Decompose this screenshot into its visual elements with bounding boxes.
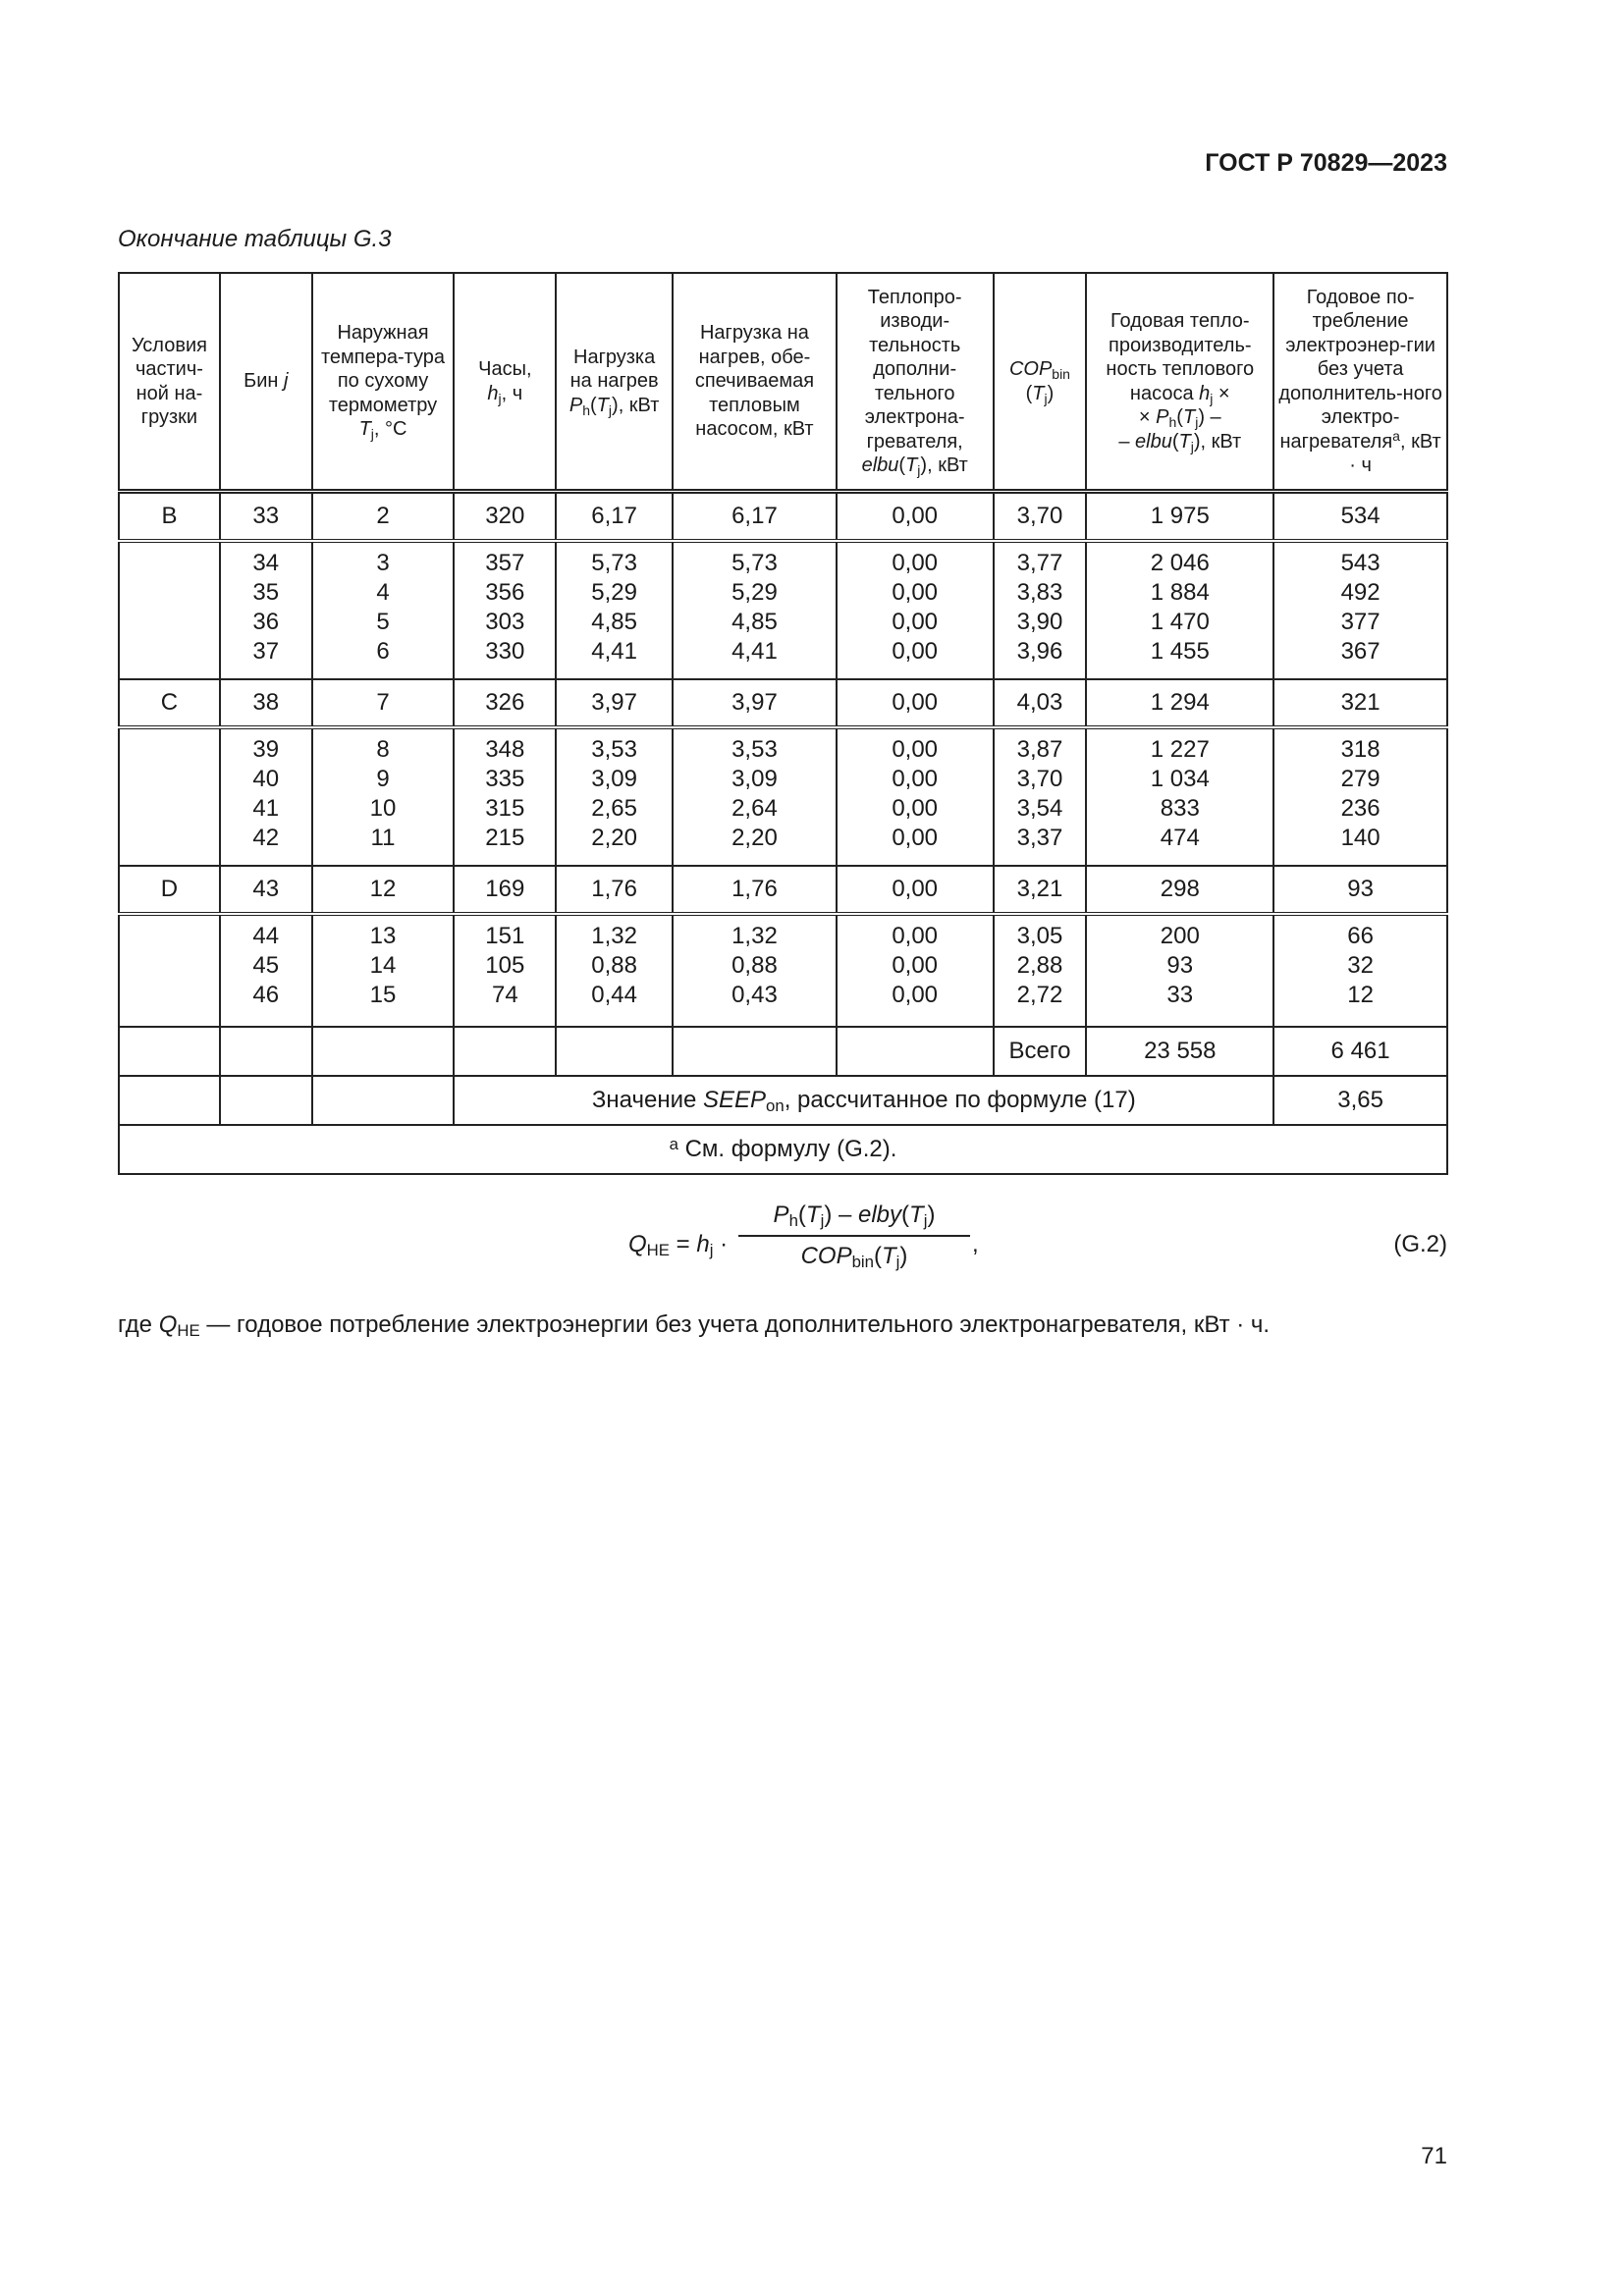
table-row: [119, 679, 1447, 727]
cell-value: 36: [252, 609, 280, 635]
cell-value: 3,09: [591, 766, 637, 792]
cell-value: 140: [1340, 825, 1380, 851]
cell-value: 356: [485, 579, 525, 606]
cell-cop: 3,21: [994, 866, 1087, 914]
cell-value: 3,05: [1016, 923, 1063, 949]
cell-value: 2,72: [1016, 982, 1063, 1008]
header-row: [119, 273, 1447, 492]
cell-load: [556, 727, 673, 866]
variable-definition: где $Q_{HE}$ — годовое потребление электроэнергии без учета дополнительного электронагревателя, кВт · ч.: [118, 1311, 1271, 1340]
cell-elbu: [837, 541, 994, 679]
cell-cop: 4,03: [994, 679, 1087, 727]
cell-value: 0,00: [892, 550, 939, 576]
cell-load: 1,76: [556, 866, 673, 914]
cell-value: 348: [485, 736, 525, 763]
cell-elec: [1273, 727, 1447, 866]
cell-elec: 93: [1273, 866, 1447, 914]
col-conditions: Условия частич-ной на-грузки: [119, 273, 220, 492]
cell-value: 357: [485, 550, 525, 576]
cell-value: 10: [369, 795, 397, 822]
cell-value: 3,70: [1016, 766, 1063, 792]
cell-value: 215: [485, 825, 525, 851]
col-bin: Бин j: [220, 273, 312, 492]
cell-value: 315: [485, 795, 525, 822]
cell-value: 0,00: [892, 579, 939, 606]
cell-value: 9: [376, 766, 390, 792]
cell-value: 833: [1160, 795, 1200, 822]
cell-value: 318: [1340, 736, 1380, 763]
cell-value: 12: [1347, 982, 1374, 1008]
seep-value: 3,65: [1273, 1076, 1447, 1125]
cell-value: 1,32: [591, 923, 637, 949]
cell-value: 1 884: [1150, 579, 1210, 606]
cell-value: 303: [485, 609, 525, 635]
cell-value: 3,09: [731, 766, 778, 792]
col-hours: Часы, $h_j$, ч: [454, 273, 556, 492]
cell-value: 3,96: [1016, 638, 1063, 665]
data-table: [118, 272, 1448, 1175]
cell-hp: [673, 727, 837, 866]
cell-bin: [220, 541, 312, 679]
cell-annual: 1 975: [1086, 492, 1273, 542]
cell-value: 5,29: [591, 579, 637, 606]
cell-value: 3,53: [591, 736, 637, 763]
cell-bin: 33: [220, 492, 312, 542]
cell-conditions: [119, 727, 220, 866]
cell-load: [556, 914, 673, 1027]
cell-temp: [312, 727, 455, 866]
table-row: [119, 541, 1447, 679]
cell-annual: [1086, 914, 1273, 1027]
cell-value: 8: [376, 736, 390, 763]
cell-elec: 321: [1273, 679, 1447, 727]
cell-hp: 1,76: [673, 866, 837, 914]
cell-value: 0,00: [892, 609, 939, 635]
cell-value: 1 455: [1150, 638, 1210, 665]
table-row: [119, 914, 1447, 1027]
cell-conditions: [119, 541, 220, 679]
cell-annual: [1086, 727, 1273, 866]
cell-conditions: B: [119, 492, 220, 542]
cell-value: 5: [376, 609, 390, 635]
col-outdoor-temp: Наружная темпера-тура по сухому термометру $T_j$, °C: [312, 273, 455, 492]
cell-temp: 2: [312, 492, 455, 542]
cell-value: 6: [376, 638, 390, 665]
cell-value: 46: [252, 982, 280, 1008]
cell-value: 37: [252, 638, 280, 665]
cell-value: 42: [252, 825, 280, 851]
cell-elbu: 0,00: [837, 679, 994, 727]
cell-value: 3,87: [1016, 736, 1063, 763]
cell-value: 33: [1166, 982, 1194, 1008]
cell-value: 66: [1347, 923, 1374, 949]
cell-hours: 169: [454, 866, 556, 914]
cell-value: 2,65: [591, 795, 637, 822]
table-row: [119, 492, 1447, 542]
total-label: Всего: [994, 1027, 1087, 1076]
cell-value: 335: [485, 766, 525, 792]
cell-value: 3,37: [1016, 825, 1063, 851]
cell-value: 45: [252, 952, 280, 979]
cell-hours: 326: [454, 679, 556, 727]
formula-number: (G.2): [1393, 1231, 1447, 1257]
total-row: [119, 1027, 1447, 1076]
cell-value: 4,41: [591, 638, 637, 665]
col-heat-pump-load: Нагрузка на нагрев, обе-спечиваемая тепловым насосом, кВт: [673, 273, 837, 492]
cell-value: 34: [252, 550, 280, 576]
cell-value: 0,88: [731, 952, 778, 979]
cell-value: 35: [252, 579, 280, 606]
cell-elbu: 0,00: [837, 492, 994, 542]
cell-load: [556, 541, 673, 679]
cell-value: 41: [252, 795, 280, 822]
formula-g2: $Q_{HE} = h_j$ · $P_h(T_j)$ – $elby(T_j)$ $COP_{bin}(T_j)$ ,: [628, 1201, 979, 1271]
cell-value: 0,00: [892, 923, 939, 949]
cell-value: 32: [1347, 952, 1374, 979]
cell-value: 5,73: [591, 550, 637, 576]
cell-temp: [312, 541, 455, 679]
cell-value: 2,88: [1016, 952, 1063, 979]
col-heating-load: Нагрузка на нагрев $P_h(T_j)$, кВт: [556, 273, 673, 492]
cell-value: 0,44: [591, 982, 637, 1008]
total-annual-heat: 23 558: [1086, 1027, 1273, 1076]
cell-conditions: [119, 914, 220, 1027]
cell-hp: [673, 914, 837, 1027]
cell-value: 93: [1166, 952, 1194, 979]
cell-value: 0,00: [892, 982, 939, 1008]
cell-value: 330: [485, 638, 525, 665]
cell-bin: [220, 727, 312, 866]
cell-elbu: 0,00: [837, 866, 994, 914]
cell-value: 377: [1340, 609, 1380, 635]
cell-value: 474: [1160, 825, 1200, 851]
page-number: 71: [1421, 2143, 1447, 2169]
cell-value: 40: [252, 766, 280, 792]
cell-value: 15: [369, 982, 397, 1008]
cell-value: 1 034: [1150, 766, 1210, 792]
cell-value: 4,85: [591, 609, 637, 635]
col-backup-heater: Теплопро-изводи-тельность дополни-тельного электрона-гревателя, $elbu(T_j)$, кВт: [837, 273, 994, 492]
cell-annual: 1 294: [1086, 679, 1273, 727]
cell-hp: 6,17: [673, 492, 837, 542]
cell-value: 543: [1340, 550, 1380, 576]
cell-value: 0,00: [892, 736, 939, 763]
cell-value: 151: [485, 923, 525, 949]
cell-value: 3,77: [1016, 550, 1063, 576]
cell-value: 0,00: [892, 825, 939, 851]
cell-value: 0,00: [892, 638, 939, 665]
cell-value: 492: [1340, 579, 1380, 606]
table-caption: Окончание таблицы G.3: [118, 226, 392, 252]
cell-value: 105: [485, 952, 525, 979]
cell-value: 200: [1160, 923, 1200, 949]
cell-value: 0,00: [892, 795, 939, 822]
cell-annual: 298: [1086, 866, 1273, 914]
cell-value: 3,90: [1016, 609, 1063, 635]
cell-conditions: D: [119, 866, 220, 914]
standard-number: ГОСТ Р 70829—2023: [1205, 149, 1447, 177]
cell-hours: [454, 541, 556, 679]
cell-value: 3,83: [1016, 579, 1063, 606]
cell-load: 3,97: [556, 679, 673, 727]
cell-value: 2,20: [731, 825, 778, 851]
cell-value: 13: [369, 923, 397, 949]
cell-bin: 43: [220, 866, 312, 914]
cell-hp: [673, 541, 837, 679]
cell-value: 1 227: [1150, 736, 1210, 763]
cell-value: 0,00: [892, 766, 939, 792]
cell-value: 5,29: [731, 579, 778, 606]
cell-value: 4,85: [731, 609, 778, 635]
col-annual-heat-output: Годовая тепло-производитель-ность теплового насоса $h_j$ × × $P_h(T_j)$ – – $elbu(T_j)$, кВт: [1086, 273, 1273, 492]
cell-cop: [994, 541, 1087, 679]
cell-conditions: C: [119, 679, 220, 727]
cell-value: 14: [369, 952, 397, 979]
cell-elec: [1273, 914, 1447, 1027]
cell-elbu: [837, 727, 994, 866]
cell-value: 3: [376, 550, 390, 576]
cell-value: 367: [1340, 638, 1380, 665]
seep-row: [119, 1076, 1447, 1125]
cell-hours: [454, 914, 556, 1027]
cell-value: 2,64: [731, 795, 778, 822]
cell-value: 0,43: [731, 982, 778, 1008]
total-electricity: 6 461: [1273, 1027, 1447, 1076]
cell-hp: 3,97: [673, 679, 837, 727]
cell-value: 4,41: [731, 638, 778, 665]
cell-bin: [220, 914, 312, 1027]
table-row: [119, 727, 1447, 866]
cell-elec: 534: [1273, 492, 1447, 542]
cell-value: 44: [252, 923, 280, 949]
cell-value: 1 470: [1150, 609, 1210, 635]
cell-annual: [1086, 541, 1273, 679]
cell-value: 74: [491, 982, 518, 1008]
cell-value: 5,73: [731, 550, 778, 576]
cell-value: 39: [252, 736, 280, 763]
cell-value: 3,54: [1016, 795, 1063, 822]
cell-value: 11: [370, 825, 396, 851]
col-cop-bin: $COP_{bin}$ $(T_j)$: [994, 273, 1087, 492]
cell-value: 4: [376, 579, 390, 606]
cell-hours: [454, 727, 556, 866]
cell-value: 279: [1340, 766, 1380, 792]
col-annual-electricity: Годовое по-требление электроэнер-гии без учета дополнитель-ного электро-нагревателя$^a$, кВт · ч: [1273, 273, 1447, 492]
cell-elec: [1273, 541, 1447, 679]
table-footnote: $^a$ См. формулу (G.2).: [119, 1125, 1447, 1174]
cell-value: 2,20: [591, 825, 637, 851]
cell-value: 0,88: [591, 952, 637, 979]
table-row: [119, 866, 1447, 914]
cell-value: 0,00: [892, 952, 939, 979]
cell-cop: [994, 727, 1087, 866]
cell-temp: 7: [312, 679, 455, 727]
cell-hours: 320: [454, 492, 556, 542]
footnote-row: [119, 1125, 1447, 1174]
cell-bin: 38: [220, 679, 312, 727]
cell-value: 2 046: [1150, 550, 1210, 576]
cell-temp: 12: [312, 866, 455, 914]
cell-value: 236: [1340, 795, 1380, 822]
cell-value: 3,53: [731, 736, 778, 763]
cell-load: 6,17: [556, 492, 673, 542]
seep-label: Значение $SEEP_{on}$, рассчитанное по формуле (17): [454, 1076, 1273, 1125]
cell-elbu: [837, 914, 994, 1027]
cell-temp: [312, 914, 455, 1027]
cell-value: 1,32: [731, 923, 778, 949]
cell-cop: 3,70: [994, 492, 1087, 542]
cell-cop: [994, 914, 1087, 1027]
